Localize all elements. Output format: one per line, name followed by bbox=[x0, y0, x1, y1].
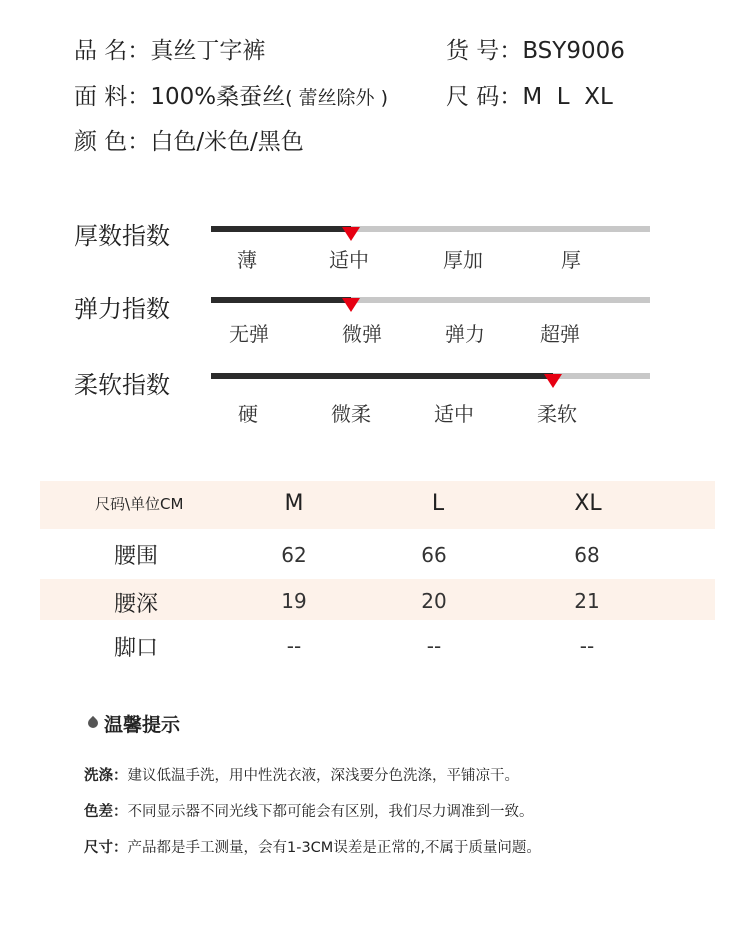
cell-waist-xl: 68 bbox=[574, 543, 600, 567]
tips-title: 温馨提示 bbox=[104, 714, 181, 736]
softness-level-2: 微柔 bbox=[331, 402, 371, 426]
elasticity-level-4: 超弹 bbox=[540, 322, 580, 346]
elasticity-index-marker bbox=[342, 298, 360, 312]
product-code-label: 货 号： bbox=[446, 38, 523, 64]
row-label-leg-opening: 脚口 bbox=[113, 636, 159, 661]
color-row bbox=[74, 123, 304, 156]
color-value: 白色/米色/黑色 bbox=[150, 129, 304, 155]
size-table-unit-label: 尺码\单位CM bbox=[95, 495, 184, 513]
tip-color-label: 色差： bbox=[84, 804, 128, 820]
cell-waist-l: 66 bbox=[421, 543, 447, 567]
elasticity-index-fill bbox=[211, 297, 351, 303]
thickness-level-2: 适中 bbox=[329, 248, 369, 272]
row-label-waist: 腰围 bbox=[113, 544, 159, 569]
softness-index-title: 柔软指数 bbox=[74, 371, 170, 399]
tip-color-difference bbox=[84, 800, 534, 821]
cell-rise-l: 20 bbox=[421, 589, 447, 613]
fabric-note: ( 蕾丝除外 ) bbox=[285, 87, 388, 109]
softness-level-4: 柔软 bbox=[537, 402, 577, 426]
softness-level-3: 适中 bbox=[434, 402, 474, 426]
thickness-level-1: 薄 bbox=[237, 248, 257, 272]
droplet-icon bbox=[86, 716, 100, 730]
tip-size bbox=[84, 836, 541, 857]
cell-rise-xl: 21 bbox=[574, 589, 600, 613]
thickness-level-3: 厚加 bbox=[443, 248, 483, 272]
color-label: 颜 色： bbox=[74, 129, 151, 155]
product-code-row bbox=[446, 32, 625, 65]
softness-index-marker bbox=[544, 374, 562, 388]
fabric-value: 100%桑蚕丝 bbox=[150, 84, 286, 110]
size-value: M L XL bbox=[522, 84, 613, 110]
thickness-index-bar bbox=[211, 226, 650, 232]
elasticity-index-bar bbox=[211, 297, 650, 303]
thickness-level-4: 厚 bbox=[561, 248, 581, 272]
softness-index-fill bbox=[211, 373, 553, 379]
size-column-xl: XL bbox=[574, 491, 602, 516]
cell-rise-m: 19 bbox=[281, 589, 307, 613]
cell-leg-xl: -- bbox=[579, 634, 595, 658]
size-label: 尺 码： bbox=[446, 84, 523, 110]
tip-size-text: 产品都是手工测量，会有1-3CM误差是正常的,不属于质量问题。 bbox=[127, 840, 541, 856]
cell-waist-m: 62 bbox=[281, 543, 307, 567]
tip-size-label: 尺寸： bbox=[84, 840, 128, 856]
product-name-label: 品 名： bbox=[74, 38, 151, 64]
tip-color-text: 不同显示器不同光线下都可能会有区别，我们尽力调准到一致。 bbox=[127, 804, 534, 820]
thickness-index-fill bbox=[211, 226, 351, 232]
elasticity-level-2: 微弹 bbox=[342, 322, 382, 346]
product-name-value: 真丝丁字裤 bbox=[150, 38, 266, 64]
size-row bbox=[446, 78, 613, 111]
cell-leg-m: -- bbox=[286, 634, 302, 658]
fabric-label: 面 料： bbox=[74, 84, 151, 110]
tip-washing-label: 洗涤： bbox=[84, 768, 128, 784]
product-code-value: BSY9006 bbox=[522, 38, 625, 64]
tip-washing-text: 建议低温手洗，用中性洗衣液，深浅要分色洗涤，平铺凉干。 bbox=[127, 768, 519, 784]
tip-washing bbox=[84, 764, 519, 785]
thickness-index-title: 厚数指数 bbox=[74, 222, 170, 250]
softness-index-bar bbox=[211, 373, 650, 379]
elasticity-level-1: 无弹 bbox=[229, 322, 269, 346]
product-name-row bbox=[74, 32, 265, 65]
size-column-m: M bbox=[284, 491, 304, 516]
elasticity-level-3: 弹力 bbox=[445, 322, 485, 346]
row-label-rise: 腰深 bbox=[113, 592, 159, 617]
softness-level-1: 硬 bbox=[238, 402, 258, 426]
fabric-row bbox=[74, 78, 388, 111]
cell-leg-l: -- bbox=[426, 634, 442, 658]
elasticity-index-title: 弹力指数 bbox=[74, 295, 170, 323]
thickness-index-marker bbox=[342, 227, 360, 241]
size-column-l: L bbox=[431, 491, 445, 516]
